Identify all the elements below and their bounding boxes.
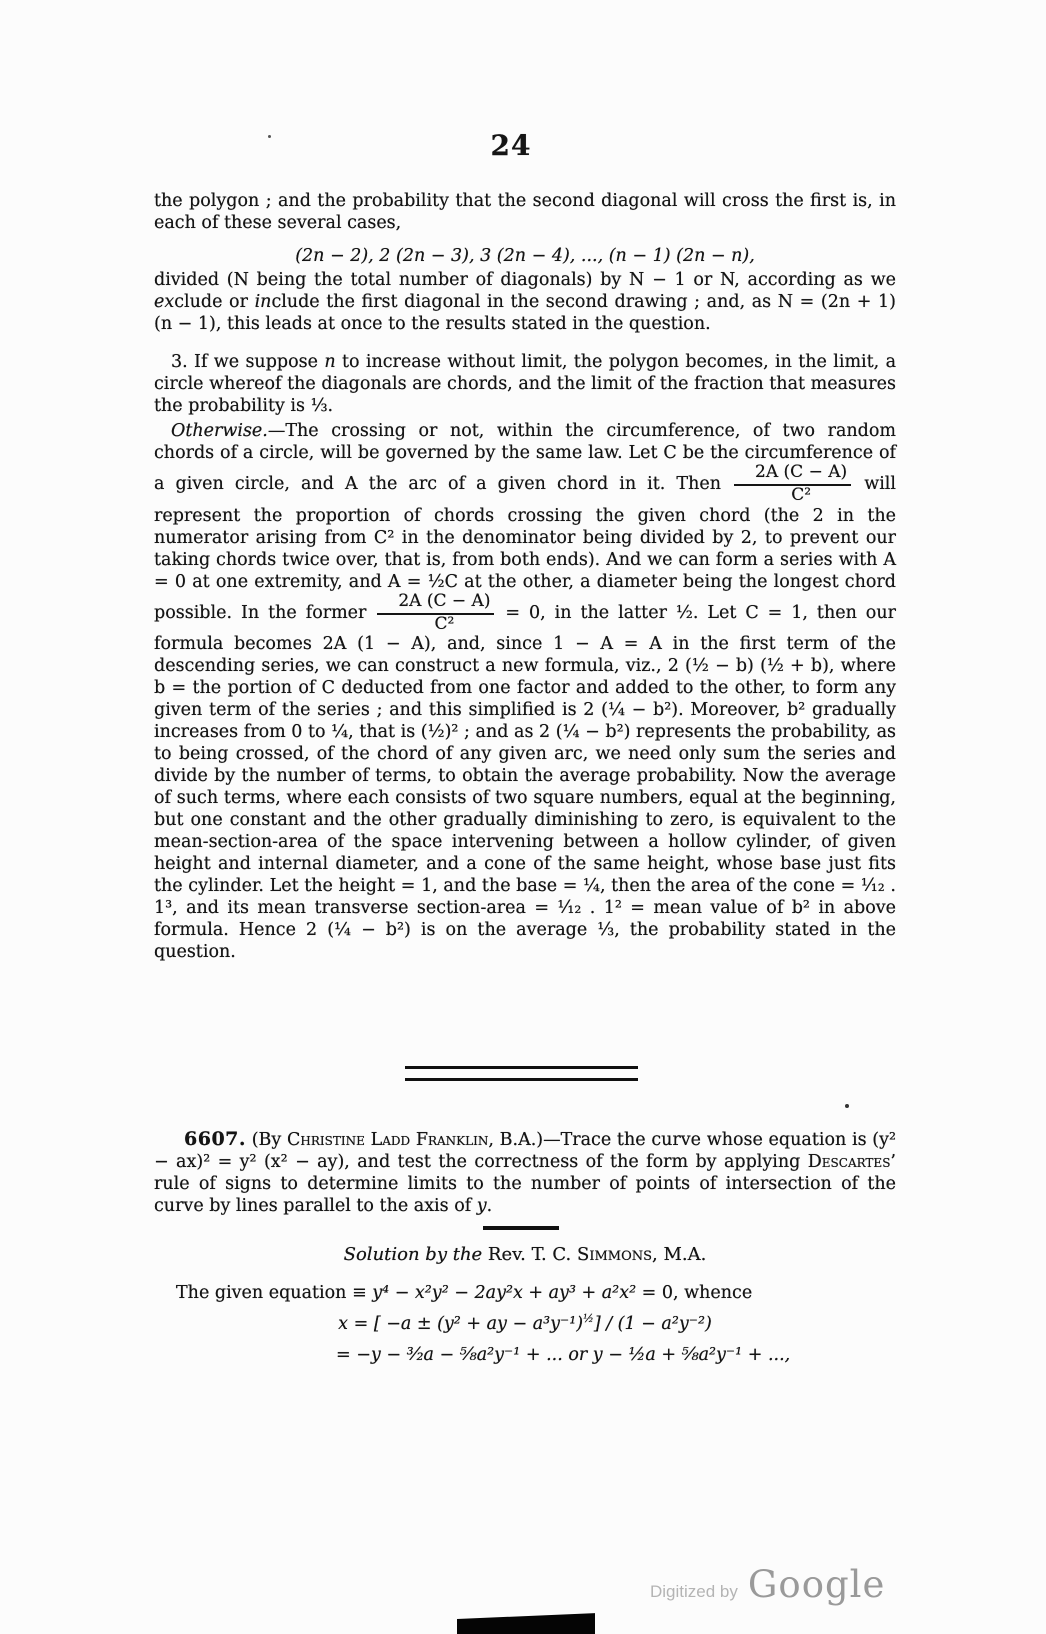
descartes-small-caps: Descartes [807,1152,891,1172]
text-run: clude the first diagonal in the second drawing ; and, as N = (2n + 1) (n − 1), this leads at once to the results stated in the question. [154,292,896,334]
italic-run: in [254,292,272,312]
solution-equation-line-1 [154,1282,918,1304]
text-run: . [486,1196,493,1216]
text-run: 3. If we suppose [171,352,325,372]
text-run: , B.A.)—Trace the curve whose equation is (y² − ax)² = y² (x² − ay), and test the correctness of the form by applying [154,1130,896,1172]
italic-run: n [324,352,336,372]
solution-equation-line-2 [154,1313,896,1335]
digitized-by-label: Digitized by [650,1582,738,1601]
solution-equation-line-3: = −y − ³⁄₂a − ⁵⁄₈a²y⁻¹ + ... or y − ½a + ⁵⁄₈a²y⁻¹ + ..., [336,1345,791,1365]
italic-run: ex [154,292,175,312]
solution-byline [154,1244,896,1266]
text-run: , M.A. [652,1244,707,1265]
problem-number: 6607. [184,1128,246,1150]
math-run: ] / (1 − a²y⁻²) [593,1314,712,1334]
google-logo: Google [747,1563,886,1606]
fraction-2A-C-minus-A-over-C-squared [377,590,494,634]
italic-run: Otherwise. [171,421,268,441]
fraction-numerator: 2A (C − A) [734,464,851,486]
section-divider-double-rule [405,1066,638,1081]
text-run: (By [246,1130,288,1150]
text-run: —The crossing or not, within the circumference, of two random chords of a circle, will be governed by the same law. Let C be the circumference of a given circle, and A the arc of a given chord in it. Then [154,421,896,494]
text-run: = 0, in the latter ½. Let C = 1, then our formula becomes 2A (1 − A), and, since 1 − A = A in the first term of the descending series, we can construct a new formula, viz., 2 (½ − b) (½ + b), where b = the portion of C deducted from one factor and added to the other, to form any given term of the series ; and this simplified is 2 (¼ − b²). Moreover, b² gradually increases from 0 to ¼, that is (½)² ; and as 2 (¼ − b²) represents the probability, as to being crossed, of the chord of any given arc, we need only sum the series and divide by the number of terms, to obtain the average probability. Now the average of such terms, where each consists of two square numbers, equal at the beginning, but one constant and the other gradually diminishing to zero, is equivalent to the mean-section-area of the space intervening between a hollow cylinder, of given height and internal diameter, and a cone of the same height, whose base just fits the cylinder. Let the height = 1, and the base = ¼, then the area of the cone = ¹⁄₁₂ . 1³, and its mean transverse section-area = ¹⁄₁₂ . 1² = mean value of b² in above formula. Hence 2 (¼ − b²) is on the average ⅓, the probability stated in the question. [154,602,896,963]
problem-solution-divider-rule [483,1226,559,1230]
fraction-2A-C-minus-A-over-C-squared [734,464,851,505]
solution-by-the-italic: Solution by the [343,1244,483,1265]
math-run: x = [ −a ± (y² + ay − a³y⁻¹) [338,1314,584,1334]
text-run: Rev. T. C. [482,1244,577,1265]
math-run: y⁴ − x²y² − 2ay²x + ay³ + a²x² [372,1283,637,1303]
page-number: 24 [490,129,532,162]
paragraph-otherwise-chords [154,420,896,963]
equation-diagonal-cases: (2n − 2), 2 (2n − 3), 3 (2n − 4), ..., (n − 1) (2n − n), [295,246,755,266]
italic-run: y [476,1196,487,1216]
fraction-denominator: C² [791,484,812,505]
text-run: to increase without limit, the polygon becomes, in the limit, a circle whereof the diagonals are chords, and the limit of the fraction that measures the probability is ⅓. [154,352,897,416]
text-run: ’ rule of signs to determine limits to the number of points of intersection of the curve by lines parallel to the axis of [154,1152,896,1216]
fraction-numerator: 2A (C − A) [377,593,494,615]
author-name-small-caps: Christine Ladd Franklin [287,1130,489,1150]
text-run: divided (N being the total number of diagonals) by N − 1 or N, according as we [154,270,896,290]
text-run: The given equation ≡ [176,1283,373,1303]
solver-name-small-caps: Simmons [576,1244,653,1265]
paragraph-limit-circle [154,351,896,417]
google-watermark [650,1563,885,1606]
paragraph-divided-by-N [154,269,896,335]
text-run: will represent the proportion of chords crossing the given chord (the 2 in the numerator arising from C² in the denominator being divided by 2, to prevent our taking chords twice over, that is, from both ends). And we can form a series with A = 0 at one extremity, and A = ½C at the other, a diameter being the longest chord possible. In the former [154,473,896,623]
scan-artifact-black-bar [457,1612,595,1634]
scan-speck [268,135,271,138]
text-run: = 0, whence [636,1283,753,1303]
text-run: clude or [174,292,255,312]
fraction-denominator: C² [434,613,455,634]
exponent-half: ½ [583,1312,594,1326]
problem-6607-statement [154,1128,896,1217]
paragraph-polygon-probability: the polygon ; and the probability that the second diagonal will cross the first is, in each of these several cases, [154,191,896,233]
scan-speck [845,1104,849,1108]
